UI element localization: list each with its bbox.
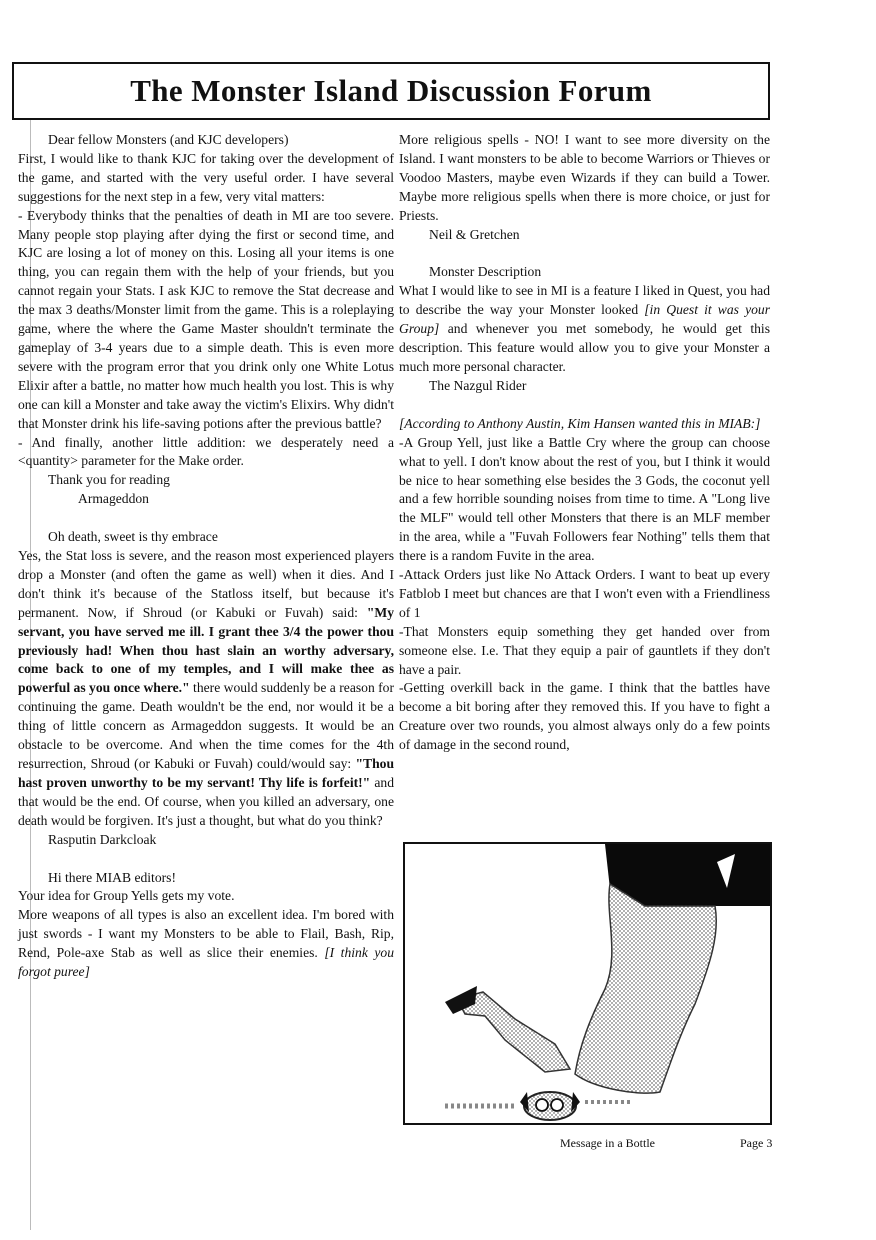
letter4-text-a: What I would like to see in MI is a feature I liked in Quest, you had to describe the way your Monster looked [399,283,770,318]
monster-body [575,884,716,1093]
letter2-quote-1: "My servant, you have served me ill. I grant thee 3/4 the power thou previously had! When thou hast slain an worthy adversary, come back to one of my temples, and I will make thee as powerful as you once where." [18,604,394,696]
letter1-paragraph-3: - And finally, another little addition: we desperately need a <quantity> parameter for the Make order. [18,434,394,469]
continued-signature: Neil & Gretchen [429,226,520,242]
letter3-paragraph-2 [18,906,394,982]
letter5-item-1: -A Group Yell, just like a Battle Cry where the group can choose what to yell. I don't know about the rest of you, but I think it would be nice to hear something else besides the 3 Gods, the coconut yell and a few horrible sounding noises from time to time. A "Long live the MLF" would tell other Monsters that there is an MLF member in the area, while a "Fuvah Followers fear Nothing" tells them that there is a random Fuvite in the area. [399,434,770,564]
letter3-editor-note: [I think you forgot puree] [18,945,394,980]
left-column [18,131,394,982]
monster-eye-left [536,1099,548,1111]
letter4-paragraph [399,282,770,377]
letter4-text-b: and whenever you met somebody, he would get this description. This feature would allow you to give your Monster a much more personal character. [399,321,770,374]
right-column [399,131,770,755]
footer-page-number: Page 3 [740,1136,773,1150]
letter1-closing: Thank you for reading [48,472,170,488]
letter4-editor-note: [in Quest it was your Group] [399,302,770,337]
page-title: The Monster Island Discussion Forum [130,73,652,108]
continued-paragraph: More religious spells - NO! I want to see more diversity on the Island. I want monsters to be able to become Warriors or Thieves or Voodoo Masters, maybe even Wizards if they can build a Tower. Maybe more religious spells when there is more choice, or just for Priests. [399,132,770,223]
letter2-signature: Rasputin Darkcloak [48,831,157,847]
monster-head [524,1092,576,1120]
letter4-heading: Monster Description [429,264,542,280]
letter3-salutation: Hi there MIAB editors! [48,869,176,885]
letter1-signature: Armageddon [78,491,149,507]
letter3-paragraph-1: Your idea for Group Yells gets my vote. [18,888,235,904]
footer-publication: Message in a Bottle [560,1136,655,1150]
letter5-intro: [According to Anthony Austin, Kim Hansen wanted this in MIAB:] [399,415,761,431]
monster-eye-right [551,1099,563,1111]
letter2-text-a: Yes, the Stat loss is severe, and the reason most experienced players drop a Monster (and often the game as well) when it dies. And I don't think it's because of the Statloss itself, but because it's permanent. Now, if Shroud (or Kabuki or Fuvah) said: [18,548,394,620]
letter5-item-4: -Getting overkill back in the game. I think that the battles have become a bit boring after they removed this. If you have to fight a Creature over two rounds, you almost always only do a few points of damage in the second round, [399,680,770,753]
letter1-paragraph-2: - Everybody thinks that the penalties of death in MI are too severe. Many people stop playing after dying the first or second time, and KJC are losing a lot of money on this. Losing all your items is one thing, you can regain them with the help of your friends, but you cannot regain your Stats. I ask KJC to remove the Stat decrease and the max 3 deaths/Monster limit from the game. This is a roleplaying game, where the where the Game Master shouldn't terminate the gameplay of 3-4 years due to a simple death. This is even more severe with the program error that you drink only one White Lotus Elixir after a battle, no matter how much health you lost. This is why one can kill a Monster and take away the victim's Elixirs. Why didn't that Monster drink his life-saving potions after the previous battle? [18,207,394,431]
illustration-drawing [405,844,770,1123]
letter2-heading: Oh death, sweet is thy embrace [48,529,218,545]
letter2-paragraph [18,547,394,831]
letter2-quote-2: "Thou hast proven unworthy to be my servant! Thy life is forfeit!" [18,756,394,790]
letter4-signature: The Nazgul Rider [429,377,527,393]
letter5-item-3: -That Monsters equip something they get handed over from someone else. I.e. That they equip a pair of gauntlets if they don't have a pair. [399,623,770,677]
letter3-text: More weapons of all types is also an excellent idea. I'm bored with just swords - I want my Monsters to be able to Flail, Bash, Rip, Rend, Pole-axe Stab as well as slice their enemies. [18,907,394,961]
letter5-item-2: -Attack Orders just like No Attack Orders. I want to beat up every Fatblob I meet but chances are that I won't even with a Friendliness of 1 [399,567,770,620]
letter1-paragraph-1: First, I would like to thank KJC for taking over the development of the game, and started with the very useful order. I have several suggestions for the next step in a few, very vital matters: [18,150,394,204]
letter1-salutation: Dear fellow Monsters (and KJC developers) [48,132,289,147]
title-banner [12,62,770,120]
letter2-text-c: and that would be the end. Of course, when you killed an adversary, one death would be forgiven. It's just a thought, but what do you think? [18,774,394,828]
letter2-text-b: there would suddenly be a reason for continuing the game. Death wouldn't be the end, nor would it be a thing of little concern as Armageddon suggests. It would be an obstacle to be overcome. And when the time comes for the 4th resurrection, Shroud (or Kabuki or Fuvah) could/would say: [18,680,395,771]
falling-monster-illustration [403,842,772,1125]
